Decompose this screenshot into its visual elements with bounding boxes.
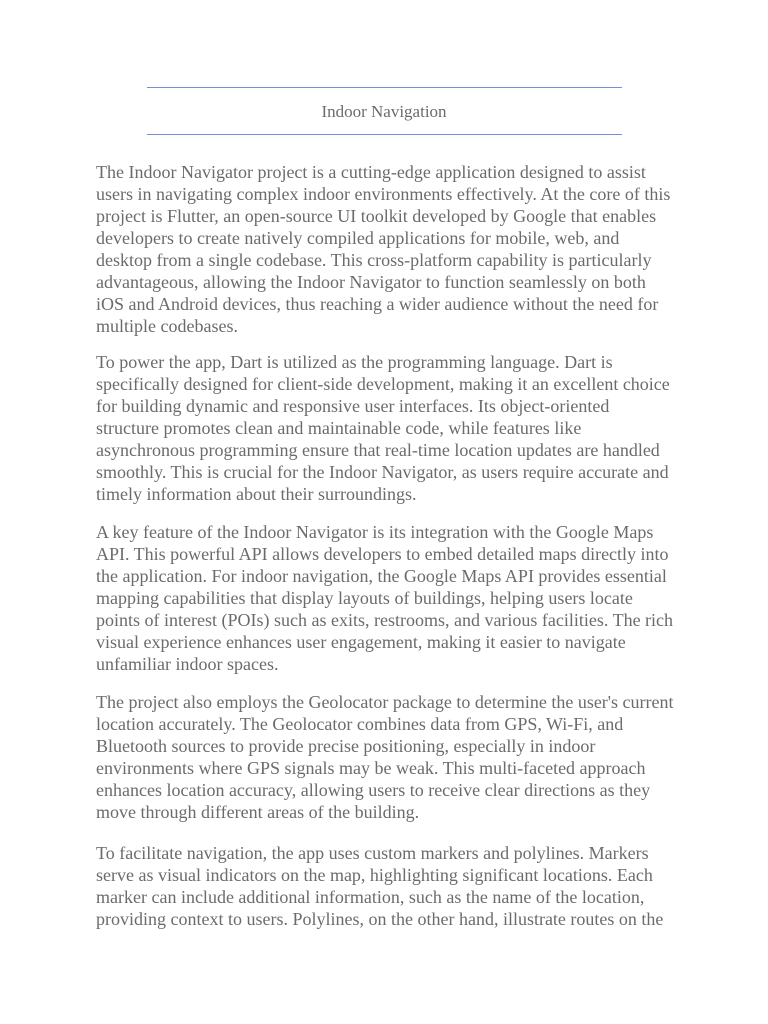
document-title: Indoor Navigation	[321, 102, 447, 121]
paragraph-2	[96, 351, 716, 505]
text-line: To facilitate navigation, the app uses custom markers and polylines. Markers	[96, 843, 649, 863]
text-line: developers to create natively compiled applications for mobile, web, and	[96, 228, 620, 248]
text-line: Bluetooth sources to provide precise positioning, especially in indoor	[96, 736, 596, 756]
text-line: The project also employs the Geolocator package to determine the user's current	[96, 692, 674, 712]
text-line: A key feature of the Indoor Navigator is its integration with the Google Maps	[96, 522, 654, 542]
text-line: marker can include additional information, such as the name of the location,	[96, 887, 645, 907]
text-line: visual experience enhances user engagement, making it easier to navigate	[96, 632, 626, 652]
text-line: users in navigating complex indoor environments effectively. At the core of this	[96, 184, 671, 204]
text-line: points of interest (POIs) such as exits, restrooms, and various facilities. The rich	[96, 610, 674, 630]
text-line: desktop from a single codebase. This cross-platform capability is particularly	[96, 250, 652, 270]
text-line: advantageous, allowing the Indoor Navigator to function seamlessly on both	[96, 272, 646, 292]
text-line: move through different areas of the building.	[96, 802, 420, 822]
text-line: enhances location accuracy, allowing users to receive clear directions as they	[96, 780, 651, 800]
text-line: for building dynamic and responsive user interfaces. Its object-oriented	[96, 396, 610, 416]
text-line: mapping capabilities that display layouts of buildings, helping users locate	[96, 588, 633, 608]
text-line: multiple codebases.	[96, 316, 238, 336]
text-line: unfamiliar indoor spaces.	[96, 654, 279, 674]
paragraph-3	[96, 521, 716, 675]
text-line: the application. For indoor navigation, the Google Maps API provides essential	[96, 566, 667, 586]
text-line: iOS and Android devices, thus reaching a wider audience without the need for	[96, 294, 659, 314]
text-line: location accurately. The Geolocator combines data from GPS, Wi-Fi, and	[96, 714, 624, 734]
text-line: specifically designed for client-side development, making it an excellent choice	[96, 374, 670, 394]
text-line: timely information about their surroundings.	[96, 484, 417, 504]
paragraph-5	[96, 842, 716, 930]
text-line: environments where GPS signals may be weak. This multi-faceted approach	[96, 758, 646, 778]
text-line: API. This powerful API allows developers to embed detailed maps directly into	[96, 544, 669, 564]
text-line: serve as visual indicators on the map, highlighting significant locations. Each	[96, 865, 653, 885]
title-top-rule	[147, 87, 622, 88]
text-line: providing context to users. Polylines, on the other hand, illustrate routes on the	[96, 909, 664, 929]
text-line: smoothly. This is crucial for the Indoor Navigator, as users require accurate and	[96, 462, 669, 482]
text-line: To power the app, Dart is utilized as the programming language. Dart is	[96, 352, 613, 372]
text-line: asynchronous programming ensure that real-time location updates are handled	[96, 440, 660, 460]
text-line: The Indoor Navigator project is a cutting-edge application designed to assist	[96, 162, 646, 182]
paragraph-4	[96, 691, 716, 823]
title-bottom-rule	[147, 134, 622, 135]
text-line: structure promotes clean and maintainable code, while features like	[96, 418, 582, 438]
text-line: project is Flutter, an open-source UI toolkit developed by Google that enables	[96, 206, 657, 226]
paragraph-1	[96, 161, 716, 337]
